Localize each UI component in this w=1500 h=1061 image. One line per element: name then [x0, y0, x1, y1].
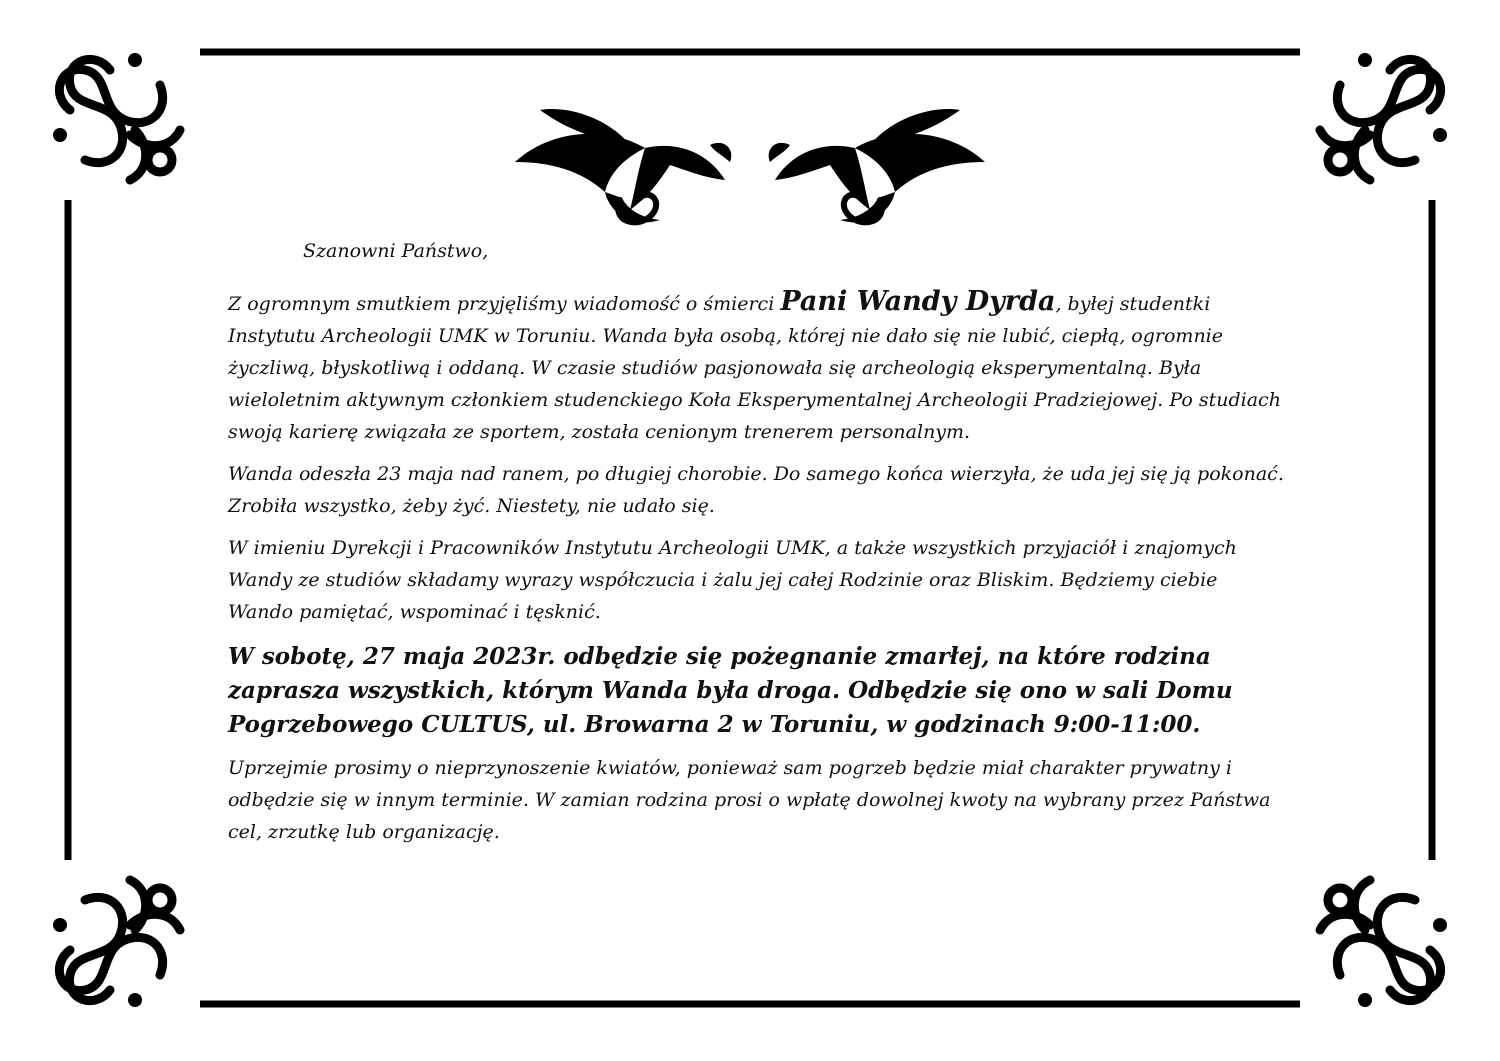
greeting: Szanowni Państwo, — [303, 240, 489, 262]
deceased-name: Pani Wandy Dyrda — [780, 286, 1056, 317]
corner-ornament-bottom-left — [40, 860, 200, 1020]
funeral-announcement: W sobotę, 27 maja 2023r. odbędzie się pożegnanie zmarłej, na które rodzina zaprasza wszystkich, którym Wanda była droga. Odbędzie się ono w sali Domu Pogrzebowego CULTUS, ul. Browarna 2 w Toruniu, w godzinach 9:00-11:00. — [228, 643, 1233, 738]
top-floral-ornament — [510, 100, 990, 230]
paragraph-3: W imieniu Dyrekcji i Pracowników Instytutu Archeologii UMK, a także wszystkich przyjaciół i znajomych Wandy ze studiów składamy wyrazy współczucia i żalu jej całej Rodzinie oraz Bliskim. Będziemy ciebie Wando pamiętać, wspominać i tęsknić. — [228, 537, 1237, 623]
paragraph-1-end: , byłej studentki Instytutu Archeologii UMK w Toruniu. Wanda była osobą, której nie dało się nie lubić, ciepłą, ogromnie życzliwą, błyskotliwą i oddaną. W czasie studiów pasjonowała się archeologią eksperymentalną. Była wieloletnim aktywnym członkiem studenckiego Koła Eksperymentalnej Archeologii Pradziejowej. Po studiach swoją karierę związała ze sportem, została cenionym trenerem personalnym. — [228, 293, 1281, 443]
corner-ornament-top-right — [1300, 40, 1460, 200]
paragraph-2: Wanda odeszła 23 maja nad ranem, po długiej chorobie. Do samego końca wierzyła, że uda jej się ją pokonać. Zrobiła wszystko, żeby żyć. Niestety, nie udało się. — [228, 463, 1284, 517]
corner-ornament-bottom-right — [1300, 860, 1460, 1020]
corner-ornament-top-left — [40, 40, 200, 200]
letter-body — [228, 236, 1288, 858]
paragraph-5: Uprzejmie prosimy o nieprzynoszenie kwiatów, ponieważ sam pogrzeb będzie miał charakter prywatny i odbędzie się w innym terminie. W zamian rodzina prosi o wpłatę dowolnej kwoty na wybrany przez Państwa cel, zrzutkę lub organizację. — [228, 757, 1271, 843]
paragraph-1-start: Z ogromnym smutkiem przyjęliśmy wiadomość o śmierci — [228, 293, 781, 315]
paragraph-1 — [228, 286, 1288, 448]
